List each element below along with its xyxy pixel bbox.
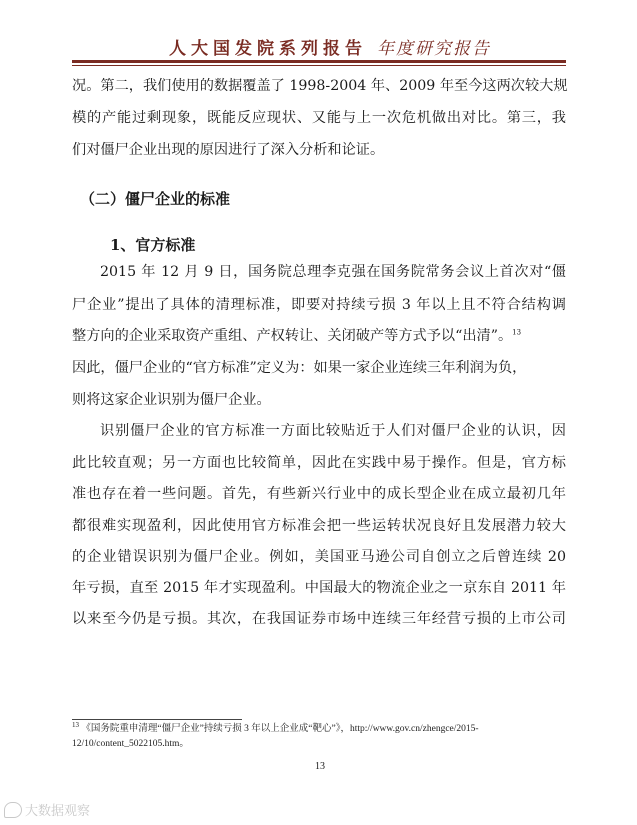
section-heading: （二）僵尸企业的标准: [80, 190, 231, 208]
body-line: [72, 326, 566, 346]
header-rule-thick: [72, 60, 566, 63]
page-number: 13: [315, 761, 325, 772]
body-line: 识别僵尸企业的官方标准一方面比较贴近于人们对僵尸企业的认识，因: [100, 423, 566, 439]
watermark-text: 大数据观察: [25, 804, 91, 819]
footnote-line: [72, 722, 572, 736]
subsection-heading: 1、官方标准: [110, 236, 196, 254]
body-line: 模的产能过剩现象，既能反应现状、又能与上一次危机做出对比。第三，我: [72, 110, 566, 126]
annual-report-title: 年度研究报告: [377, 39, 491, 59]
body-line: 此比较直观；另一方面也比较简单，因此在实践中易于操作。但是，官方标: [72, 455, 566, 471]
footnote-ref: 13: [512, 328, 522, 337]
body-line: 们对僵尸企业出现的原因进行了深入分析和论证。: [72, 142, 385, 158]
body-line: 则将这家企业识别为僵尸企业。: [72, 392, 271, 408]
speech-bubble-icon: [4, 802, 22, 818]
footnote-number: 13: [72, 720, 79, 729]
body-line: 况。第二，我们使用的数据覆盖了 1998-2004 年、2009 年至今这两次较大规: [72, 78, 568, 94]
body-line: 年亏损，直至 2015 年才实现盈利。中国最大的物流企业之一京东自 2011 年: [72, 580, 566, 596]
header-rule-thin: [72, 65, 566, 66]
body-line: 准也存在着一些问题。首先，有些新兴行业中的成长型企业在成立最初几年: [72, 486, 566, 502]
body-line-text: 整方向的企业采取资产重组、产权转让、关闭破产等方式予以“出清”。: [72, 328, 513, 344]
footnote-line: 12/10/content_5022105.htm。: [72, 739, 189, 749]
footnote-text: 《国务院重申清理“僵尸企业”持续亏损 3 年以上企业成“靶心”》，http://www.gov.cn/zhengce/2015-: [81, 724, 479, 734]
body-line: 以来至今仍是亏损。其次，在我国证券市场中连续三年经营亏损的上市公司: [72, 611, 566, 627]
footnote-rule: [72, 719, 242, 720]
report-header: [150, 34, 510, 59]
body-line: 因此，僵尸企业的“官方标准”定义为：如果一家企业连续三年利润为负，: [72, 360, 527, 376]
watermark: [4, 800, 90, 819]
series-title: 人大国发院系列报告: [169, 39, 367, 59]
body-line: 尸企业”提出了具体的清理标准，即要对持续亏损 3 年以上且不符合结构调: [72, 297, 566, 313]
body-line: 2015 年 12 月 9 日，国务院总理李克强在国务院常务会议上首次对“僵: [100, 264, 566, 280]
body-line: 都很难实现盈利，因此使用官方标准会把一些运转状况良好且发展潜力较大: [72, 518, 566, 534]
body-line: 的企业错误识别为僵尸企业。例如，美国亚马逊公司自创立之后曾连续 20: [72, 549, 566, 565]
